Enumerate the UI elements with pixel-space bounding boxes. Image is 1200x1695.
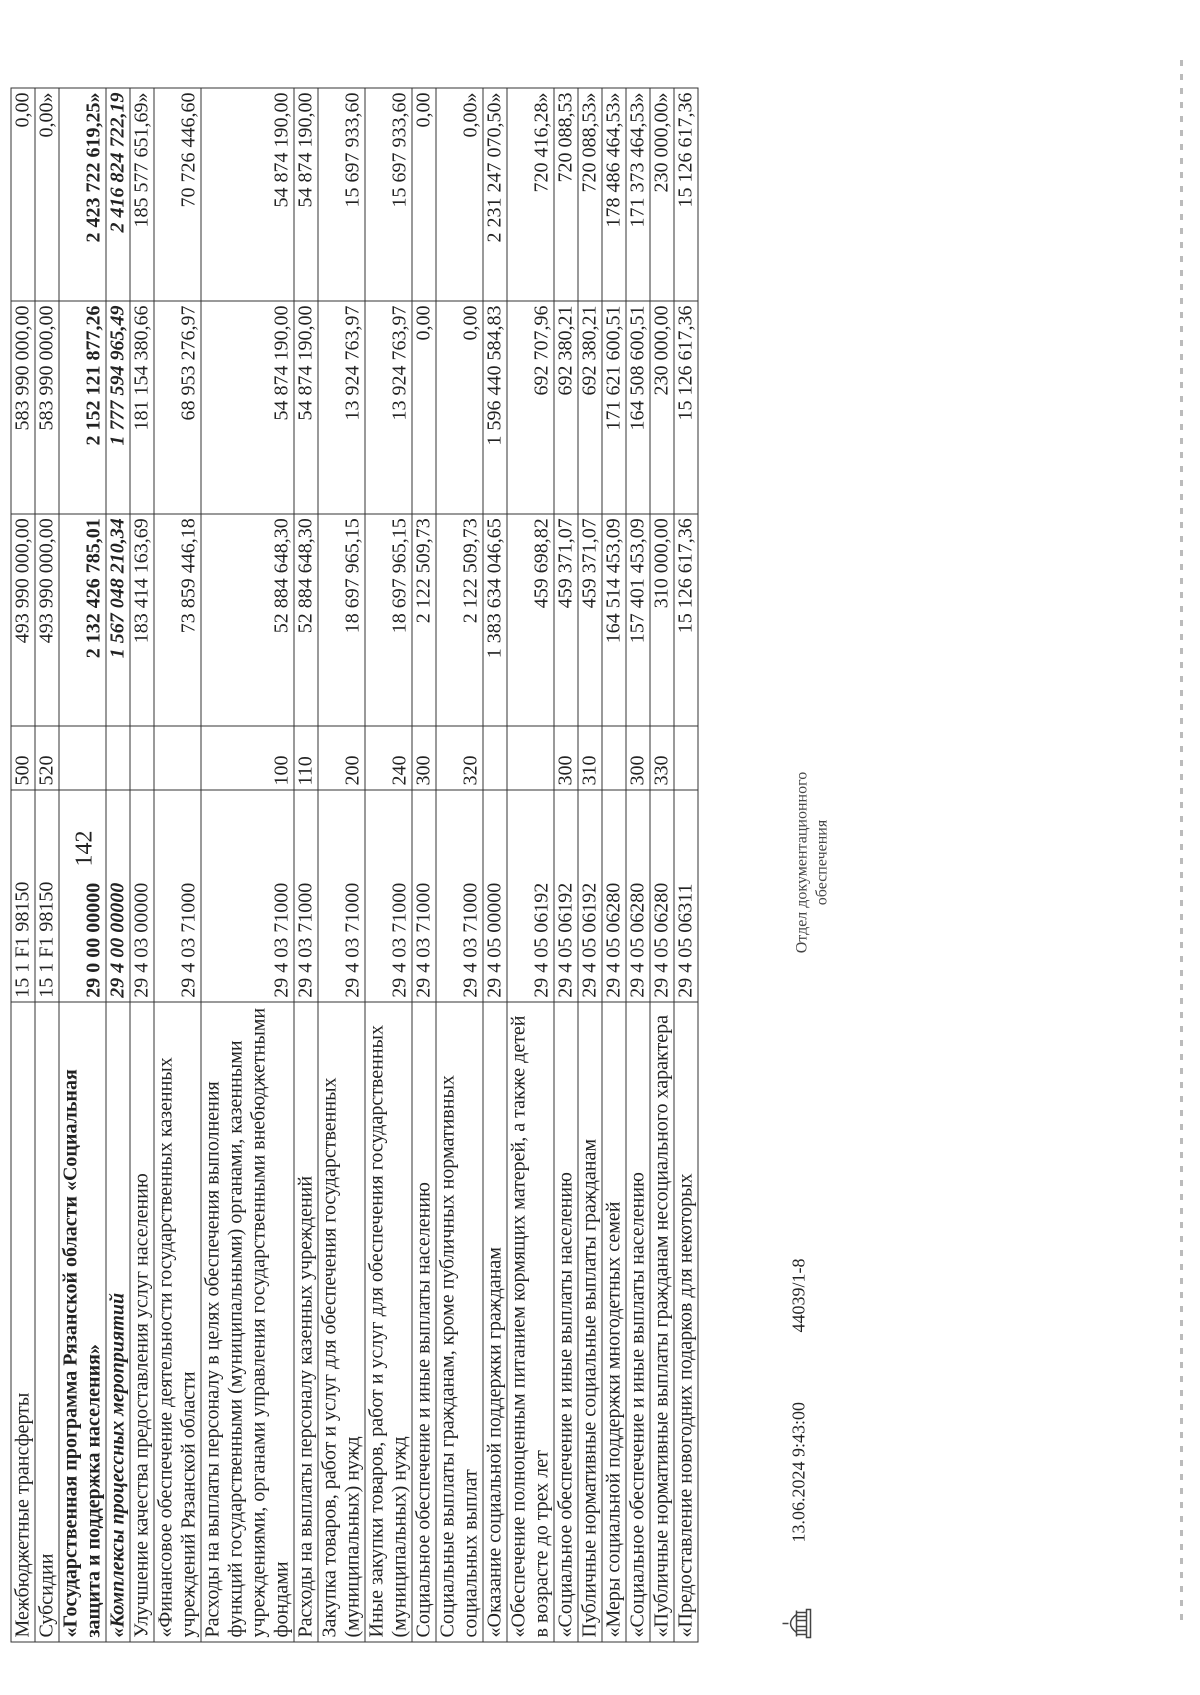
table-row bbox=[436, 88, 483, 1642]
row-expense-type: 520 bbox=[35, 726, 59, 790]
table-row bbox=[59, 88, 106, 1642]
row-code: 29 4 05 06192 bbox=[578, 790, 602, 1002]
row-name: «Меры социальной поддержки многодетных семей bbox=[602, 1002, 626, 1642]
row-code: 29 4 03 71000 bbox=[365, 790, 412, 1002]
table-row bbox=[483, 88, 507, 1642]
footer-doc-id: 44039/1-8 bbox=[788, 1258, 809, 1333]
row-value-2025: 164 508 600,51 bbox=[626, 301, 650, 514]
row-expense-type bbox=[130, 726, 154, 790]
table-row bbox=[674, 88, 698, 1642]
row-value-2024: 459 371,07 bbox=[554, 514, 578, 727]
row-expense-type bbox=[483, 726, 507, 790]
table-row bbox=[578, 88, 602, 1642]
row-value-2024: 459 698,82 bbox=[507, 514, 554, 727]
row-value-2026: 0,00» bbox=[35, 88, 59, 301]
row-value-2026: 15 126 617,36 bbox=[674, 88, 698, 301]
table-row bbox=[154, 88, 201, 1642]
row-expense-type: 500 bbox=[11, 726, 35, 790]
row-value-2024: 2 122 509,73 bbox=[412, 514, 436, 727]
row-value-2025: 230 000,00 bbox=[650, 301, 674, 514]
row-value-2024: 459 371,07 bbox=[578, 514, 602, 727]
row-value-2025: 54 874 190,00 bbox=[201, 301, 294, 514]
row-code: 29 4 05 06280 bbox=[602, 790, 626, 1002]
row-expense-type: 330 bbox=[650, 726, 674, 790]
row-code: 29 0 00 00000 bbox=[59, 790, 106, 1002]
row-expense-type: 310 bbox=[578, 726, 602, 790]
row-name: Закупка товаров, работ и услуг для обеспечения государственных (муниципальных) нужд bbox=[318, 1002, 365, 1642]
row-expense-type: 300 bbox=[412, 726, 436, 790]
budget-table bbox=[11, 88, 699, 1643]
row-value-2024: 2 122 509,73 bbox=[436, 514, 483, 727]
row-name: «Предоставление новогодних подарков для некоторых bbox=[674, 1002, 698, 1642]
table-row bbox=[201, 88, 294, 1642]
row-expense-type bbox=[106, 726, 130, 790]
row-value-2024: 15 126 617,36 bbox=[674, 514, 698, 727]
row-code: 29 4 03 71000 bbox=[154, 790, 201, 1002]
row-value-2026: 178 486 464,53» bbox=[602, 88, 626, 301]
row-value-2026: 720 088,53» bbox=[578, 88, 602, 301]
row-code: 29 4 05 06192 bbox=[554, 790, 578, 1002]
row-expense-type: 320 bbox=[436, 726, 483, 790]
stamp-line-2: обеспечения bbox=[813, 819, 831, 906]
row-value-2026: 0,00 bbox=[412, 88, 436, 301]
row-value-2026: 54 874 190,00 bbox=[294, 88, 318, 301]
row-value-2024: 493 990 000,00 bbox=[11, 514, 35, 727]
row-name: «Социальное обеспечение и иные выплаты населению bbox=[626, 1002, 650, 1642]
table-row bbox=[318, 88, 365, 1642]
row-value-2025: 171 621 600,51 bbox=[602, 301, 626, 514]
row-value-2025: 692 380,21 bbox=[578, 301, 602, 514]
parliament-logo-icon bbox=[781, 1607, 815, 1641]
row-name: «Государственная программа Рязанской области «Социальная защита и поддержка населения» bbox=[59, 1002, 106, 1642]
row-name: «Финансовое обеспечение деятельности государственных казенных учреждений Рязанской области bbox=[154, 1002, 201, 1642]
table-row bbox=[35, 88, 59, 1642]
row-value-2026: 720 088,53 bbox=[554, 88, 578, 301]
row-value-2026: 2 423 722 619,25» bbox=[59, 88, 106, 301]
row-value-2025: 1 777 594 965,49 bbox=[106, 301, 130, 514]
row-name: Социальное обеспечение и иные выплаты населению bbox=[412, 1002, 436, 1642]
row-code: 29 4 05 06280 bbox=[650, 790, 674, 1002]
scan-edge bbox=[1180, 60, 1183, 1620]
row-value-2025: 0,00 bbox=[436, 301, 483, 514]
row-code: 29 4 00 00000 bbox=[106, 790, 130, 1002]
rotated-sheet bbox=[11, 48, 871, 1653]
table-row bbox=[554, 88, 578, 1642]
row-name: «Публичные нормативные выплаты гражданам несоциального характера bbox=[650, 1002, 674, 1642]
row-name: Публичные нормативные социальные выплаты гражданам bbox=[578, 1002, 602, 1642]
row-value-2025: 692 707,96 bbox=[507, 301, 554, 514]
row-value-2024: 2 132 426 785,01 bbox=[59, 514, 106, 727]
row-expense-type bbox=[154, 726, 201, 790]
row-name: «Комплексы процессных мероприятий bbox=[106, 1002, 130, 1642]
row-name: Межбюджетные трансферты bbox=[11, 1002, 35, 1642]
row-code: 29 4 03 71000 bbox=[318, 790, 365, 1002]
table-row bbox=[11, 88, 35, 1642]
row-value-2026: 15 697 933,60 bbox=[365, 88, 412, 301]
row-name: Иные закупки товаров, работ и услуг для обеспечения государственных (муниципальных) нужд bbox=[365, 1002, 412, 1642]
row-code: 29 4 03 00000 bbox=[130, 790, 154, 1002]
row-name: Социальные выплаты гражданам, кроме публичных нормативных социальных выплат bbox=[436, 1002, 483, 1642]
row-value-2024: 73 859 446,18 bbox=[154, 514, 201, 727]
row-value-2026: 720 416,28» bbox=[507, 88, 554, 301]
table-row bbox=[365, 88, 412, 1642]
row-expense-type bbox=[507, 726, 554, 790]
row-value-2025: 13 924 763,97 bbox=[365, 301, 412, 514]
table-row bbox=[294, 88, 318, 1642]
row-code: 29 4 03 71000 bbox=[436, 790, 483, 1002]
row-value-2025: 13 924 763,97 bbox=[318, 301, 365, 514]
row-value-2025: 54 874 190,00 bbox=[294, 301, 318, 514]
row-value-2024: 493 990 000,00 bbox=[35, 514, 59, 727]
row-expense-type: 300 bbox=[554, 726, 578, 790]
row-code: 29 4 03 71000 bbox=[201, 790, 294, 1002]
row-value-2026: 15 697 933,60 bbox=[318, 88, 365, 301]
table-row bbox=[130, 88, 154, 1642]
row-value-2025: 2 152 121 877,26 bbox=[59, 301, 106, 514]
row-value-2025: 0,00 bbox=[412, 301, 436, 514]
row-value-2024: 157 401 453,09 bbox=[626, 514, 650, 727]
row-value-2024: 183 414 163,69 bbox=[130, 514, 154, 727]
row-expense-type: 110 bbox=[294, 726, 318, 790]
table-row bbox=[412, 88, 436, 1642]
row-name: «Оказание социальной поддержки гражданам bbox=[483, 1002, 507, 1642]
row-value-2025: 15 126 617,36 bbox=[674, 301, 698, 514]
row-value-2026: 230 000,00» bbox=[650, 88, 674, 301]
stamp-line-1: Отдел документационного bbox=[793, 771, 811, 954]
row-code: 29 4 03 71000 bbox=[294, 790, 318, 1002]
row-value-2025: 68 953 276,97 bbox=[154, 301, 201, 514]
row-value-2025: 692 380,21 bbox=[554, 301, 578, 514]
row-name: Расходы на выплаты персоналу в целях обеспечения выполнения функций государственными (муниципальными) органами, казенными учреждениями, органами управления государственными внебюджетными фондами bbox=[201, 1002, 294, 1642]
row-code: 29 4 05 06280 bbox=[626, 790, 650, 1002]
row-expense-type bbox=[602, 726, 626, 790]
row-code: 29 4 05 06192 bbox=[507, 790, 554, 1002]
row-value-2024: 52 884 648,30 bbox=[294, 514, 318, 727]
row-value-2024: 1 383 634 046,65 bbox=[483, 514, 507, 727]
budget-table-body bbox=[11, 88, 698, 1642]
row-value-2026: 171 373 464,53» bbox=[626, 88, 650, 301]
row-value-2024: 310 000,00 bbox=[650, 514, 674, 727]
row-value-2025: 583 990 000,00 bbox=[35, 301, 59, 514]
row-name: «Обеспечение полноценным питанием кормящих матерей, а также детей в возрасте до трех лет bbox=[507, 1002, 554, 1642]
row-value-2024: 52 884 648,30 bbox=[201, 514, 294, 727]
footer-timestamp: 13.06.2024 9:43:00 bbox=[788, 1401, 809, 1543]
row-expense-type: 200 bbox=[318, 726, 365, 790]
table-row bbox=[507, 88, 554, 1642]
row-value-2026: 2 231 247 070,50» bbox=[483, 88, 507, 301]
row-code: 15 1 F1 98150 bbox=[35, 790, 59, 1002]
row-value-2026: 185 577 651,69» bbox=[130, 88, 154, 301]
row-value-2026: 70 726 446,60 bbox=[154, 88, 201, 301]
row-value-2025: 181 154 380,66 bbox=[130, 301, 154, 514]
department-stamp bbox=[793, 733, 833, 993]
row-value-2024: 1 567 048 210,34 bbox=[106, 514, 130, 727]
row-value-2024: 164 514 453,09 bbox=[602, 514, 626, 727]
page-number: 142 bbox=[71, 830, 98, 867]
table-row bbox=[602, 88, 626, 1642]
row-value-2026: 54 874 190,00 bbox=[201, 88, 294, 301]
row-name: Субсидии bbox=[35, 1002, 59, 1642]
table-row bbox=[650, 88, 674, 1642]
row-name: Расходы на выплаты персоналу казенных учреждений bbox=[294, 1002, 318, 1642]
row-value-2026: 0,00 bbox=[11, 88, 35, 301]
row-code: 29 4 05 00000 bbox=[483, 790, 507, 1002]
table-row bbox=[106, 88, 130, 1642]
row-value-2026: 0,00» bbox=[436, 88, 483, 301]
row-code: 29 4 05 06311 bbox=[674, 790, 698, 1002]
row-value-2025: 1 596 440 584,83 bbox=[483, 301, 507, 514]
row-code: 29 4 03 71000 bbox=[412, 790, 436, 1002]
row-value-2026: 2 416 824 722,19 bbox=[106, 88, 130, 301]
row-value-2024: 18 697 965,15 bbox=[365, 514, 412, 727]
row-expense-type bbox=[59, 726, 106, 790]
row-name: Улучшение качества предоставления услуг населению bbox=[130, 1002, 154, 1642]
row-value-2024: 18 697 965,15 bbox=[318, 514, 365, 727]
row-value-2025: 583 990 000,00 bbox=[11, 301, 35, 514]
row-expense-type: 100 bbox=[201, 726, 294, 790]
table-row bbox=[626, 88, 650, 1642]
row-name: «Социальное обеспечение и иные выплаты населению bbox=[554, 1002, 578, 1642]
row-expense-type bbox=[674, 726, 698, 790]
row-code: 15 1 F1 98150 bbox=[11, 790, 35, 1002]
row-expense-type: 300 bbox=[626, 726, 650, 790]
row-expense-type: 240 bbox=[365, 726, 412, 790]
